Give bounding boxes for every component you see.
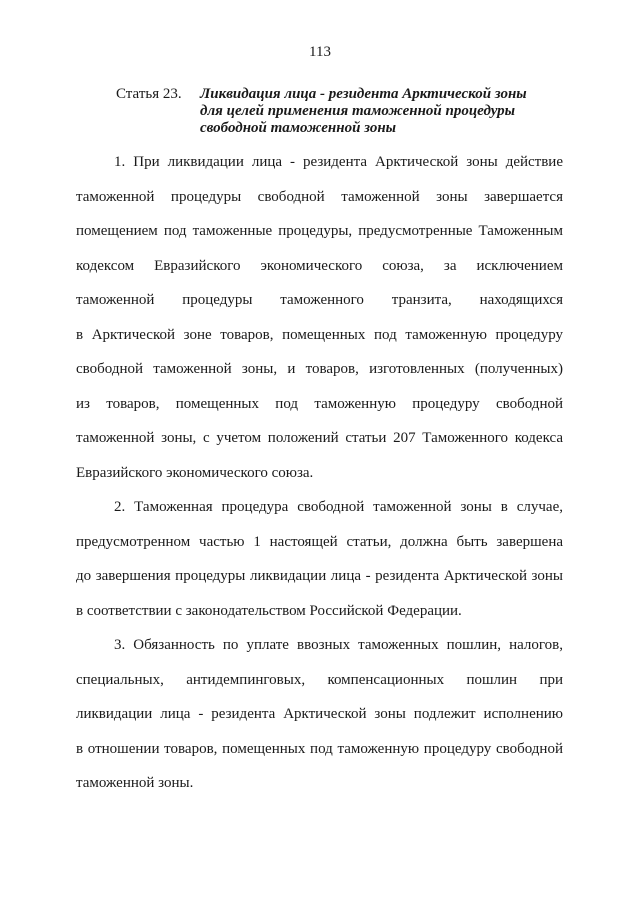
text-line: таможенной процедуры таможенного транзита, находящихся [76,292,563,308]
page-number: 113 [309,44,331,60]
article-title-line: свободной таможенной зоны [200,120,397,136]
article-title [200,86,580,137]
article-title-line: для целей применения таможенной процедуры [200,103,516,119]
text-line: таможенной зоны. [76,775,194,791]
text-line: в отношении товаров, помещенных под таможенную процедуру свободной [76,740,563,757]
article-body [76,145,563,801]
paragraph-1 [76,145,563,490]
article-title-line: Ликвидация лица - резидента Арктической зоны [200,86,527,102]
text-line: 3. Обязанность по уплате ввозных таможенных пошлин, налогов, [114,637,563,653]
text-line: таможенной процедуры свободной таможенной зоны завершается [76,188,563,205]
text-line: специальных, антидемпинговых, компенсационных пошлин при [76,671,563,688]
text-line: таможенной зоны, с учетом положений статьи 207 Таможенного кодекса [76,430,563,446]
text-line: ликвидации лица - резидента Арктической зоны подлежит исполнению [76,706,563,722]
text-line: Евразийского экономического союза. [76,464,314,481]
text-line: 1. При ликвидации лица - резидента Арктической зоны действие [114,154,563,170]
text-line: кодексом Евразийского экономического союза, за исключением [76,257,563,274]
text-line: 2. Таможенная процедура свободной таможенной зоны в случае, [114,499,563,515]
paragraph-3 [76,628,563,801]
paragraph-2 [76,490,563,628]
text-line: в соответствии с законодательством Российской Федерации. [76,602,462,619]
text-line: свободной таможенной зоны, и товаров, изготовленных (полученных) [76,361,563,377]
text-line: из товаров, помещенных под таможенную процедуру свободной [76,395,563,412]
text-line: помещением под таможенные процедуры, предусмотренные Таможенным [76,223,563,239]
text-line: в Арктической зоне товаров, помещенных под таможенную процедуру [76,326,563,343]
text-line: до завершения процедуры ликвидации лица - резидента Арктической зоны [76,568,563,584]
article-label: Статья 23. [116,86,182,102]
text-line: предусмотренном частью 1 настоящей статьи, должна быть завершена [76,533,563,550]
